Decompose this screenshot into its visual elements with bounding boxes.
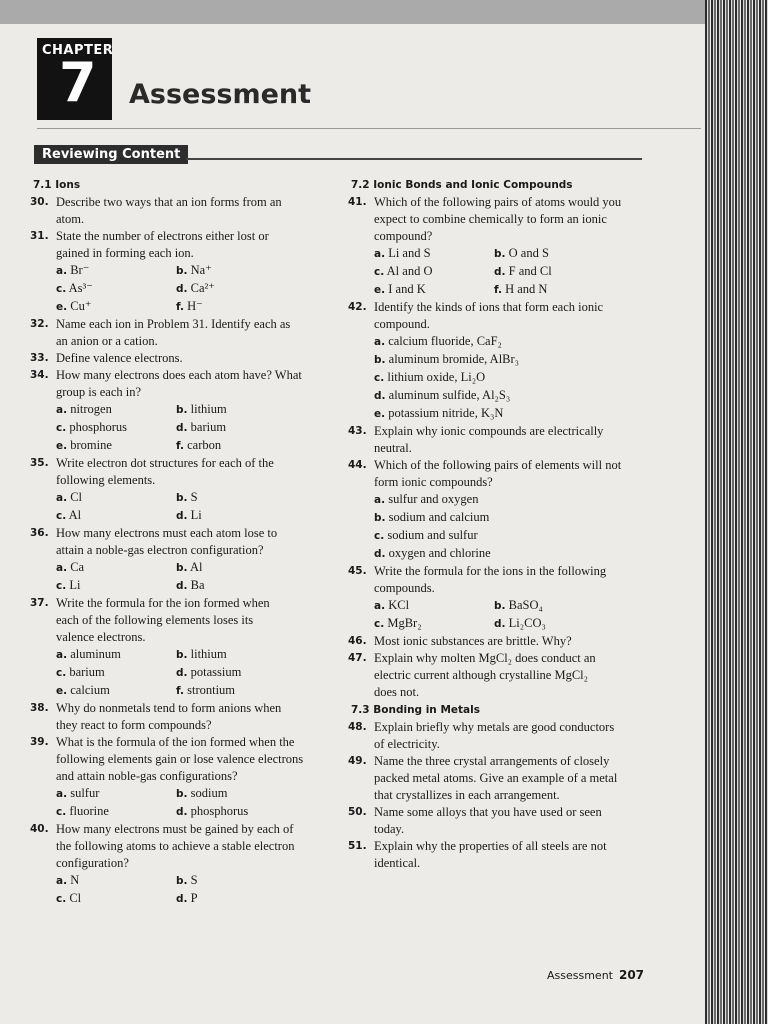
answer-option [374, 527, 648, 545]
option-letter: f. [176, 685, 184, 697]
answer-option [56, 682, 176, 700]
option-text: aluminum sulfide, Al₂S₃ [385, 388, 511, 402]
option-text: Li₂CO₃ [505, 616, 546, 630]
chapter-badge [37, 38, 112, 120]
answer-option [56, 664, 176, 682]
question-text-line: Explain why the properties of all steels are not [374, 839, 607, 853]
option-letter: a. [374, 494, 386, 506]
answer-options [348, 245, 648, 299]
option-letter: b. [494, 600, 506, 612]
question-number: 30. [30, 196, 49, 208]
answer-option [176, 489, 316, 507]
answer-option [176, 280, 316, 298]
question-number: 33. [30, 352, 49, 364]
option-text: lithium [187, 402, 227, 416]
question-item [348, 650, 648, 701]
question-item [348, 194, 648, 245]
option-text: phosphorus [66, 420, 127, 434]
answer-options [30, 785, 330, 821]
option-text: potassium [187, 665, 242, 679]
option-text: Ca [67, 560, 85, 574]
question-number: 38. [30, 702, 49, 714]
question-text-line: What is the formula of the ion formed when the [56, 735, 295, 749]
question-number: 43. [348, 425, 367, 437]
option-letter: a. [56, 265, 68, 277]
question-item [30, 700, 330, 734]
option-letter: c. [56, 806, 67, 818]
answer-option [374, 597, 494, 615]
option-letter: c. [56, 510, 67, 522]
option-text: S [187, 873, 198, 887]
option-letter: c. [374, 372, 385, 384]
option-text: H and N [501, 282, 548, 296]
answer-option [56, 437, 176, 455]
footer-label: Assessment [547, 969, 613, 982]
answer-option [374, 509, 648, 527]
option-letter: b. [374, 354, 386, 366]
option-letter: d. [176, 422, 188, 434]
question-text-line: Identify the kinds of ions that form each ionic [374, 300, 604, 314]
answer-option [494, 263, 634, 281]
answer-option [176, 262, 316, 280]
question-item [348, 633, 648, 650]
option-letter: d. [374, 390, 386, 402]
option-letter: d. [176, 893, 188, 905]
option-text: Li [66, 578, 81, 592]
question-text-line: does not. [374, 685, 420, 699]
section-heading: 7.1 Ions [33, 179, 81, 191]
option-text: Ca²⁺ [187, 281, 215, 295]
question-text-line: Most ionic substances are brittle. Why? [374, 634, 572, 648]
option-text: carbon [183, 438, 222, 452]
question-item [30, 194, 330, 228]
answer-option [374, 281, 494, 299]
question-item [348, 804, 648, 838]
answer-option [374, 351, 648, 369]
question-text-line: group is each in? [56, 385, 142, 399]
answer-option [494, 597, 634, 615]
answer-option [176, 803, 316, 821]
question-item [30, 525, 330, 559]
question-item [30, 821, 330, 872]
option-text: phosphorus [187, 804, 249, 818]
option-letter: a. [56, 649, 68, 661]
option-text: Cl [66, 891, 82, 905]
question-text-line: How many electrons must each atom lose to [56, 526, 278, 540]
answer-option [176, 559, 316, 577]
answer-option [374, 333, 648, 351]
question-number: 32. [30, 318, 49, 330]
answer-option [56, 577, 176, 595]
answer-option [56, 489, 176, 507]
answer-option [56, 890, 176, 908]
option-letter: e. [374, 408, 386, 420]
answer-option [176, 577, 316, 595]
question-item [348, 563, 648, 597]
option-text: nitrogen [67, 402, 112, 416]
question-number: 37. [30, 597, 49, 609]
question-text-line: an anion or a cation. [56, 334, 158, 348]
option-letter: b. [176, 875, 188, 887]
option-text: lithium oxide, Li₂O [384, 370, 486, 384]
option-text: Cu⁺ [67, 299, 92, 313]
option-letter: b. [374, 512, 386, 524]
option-letter: b. [176, 265, 188, 277]
option-text: N [67, 873, 80, 887]
option-letter: d. [176, 510, 188, 522]
option-text: BaSO₄ [505, 598, 543, 612]
question-text-line: compounds. [374, 581, 435, 595]
option-letter: a. [374, 336, 386, 348]
question-item [30, 734, 330, 785]
answer-option [176, 682, 316, 700]
option-letter: d. [494, 618, 506, 630]
option-letter: f. [494, 284, 502, 296]
answer-option [56, 298, 176, 316]
question-text-line: Describe two ways that an ion forms from an [56, 195, 282, 209]
option-letter: e. [56, 440, 68, 452]
option-text: Cl [67, 490, 83, 504]
question-item [348, 299, 648, 333]
option-text: Al [66, 508, 82, 522]
answer-option [374, 245, 494, 263]
question-text-line: and attain noble-gas configurations? [56, 769, 238, 783]
question-text-line: gained in forming each ion. [56, 246, 194, 260]
answer-options [30, 646, 330, 700]
answer-option [56, 559, 176, 577]
question-text-line: compound? [374, 229, 433, 243]
section-divider [186, 158, 642, 160]
answer-option [176, 664, 316, 682]
answer-option [176, 872, 316, 890]
option-text: fluorine [66, 804, 109, 818]
option-text: calcium fluoride, CaF₂ [385, 334, 502, 348]
book-page-edges [705, 0, 768, 1024]
answer-option [56, 507, 176, 525]
option-letter: c. [56, 667, 67, 679]
option-letter: a. [56, 404, 68, 416]
section-heading: 7.3 Bonding in Metals [351, 704, 480, 716]
page-footer [547, 968, 644, 982]
option-text: F and Cl [505, 264, 552, 278]
option-letter: b. [176, 492, 188, 504]
answer-options [30, 262, 330, 316]
question-text-line: How many electrons must be gained by each of [56, 822, 294, 836]
question-number: 48. [348, 721, 367, 733]
question-text-line: identical. [374, 856, 421, 870]
question-text-line: Write electron dot structures for each of the [56, 456, 274, 470]
question-text-line: Which of the following pairs of atoms would you [374, 195, 622, 209]
question-text-line: atom. [56, 212, 85, 226]
question-text-line: Name the three crystal arrangements of closely [374, 754, 610, 768]
answer-options [30, 559, 330, 595]
answer-list [348, 333, 648, 423]
option-text: sodium and sulfur [384, 528, 478, 542]
option-text: strontium [183, 683, 236, 697]
page-number: 207 [618, 968, 645, 982]
option-letter: a. [374, 248, 386, 260]
answer-option [176, 507, 316, 525]
option-text: O and S [505, 246, 549, 260]
answer-option [56, 419, 176, 437]
question-item [30, 595, 330, 646]
option-letter: d. [176, 806, 188, 818]
question-text-line: the following atoms to achieve a stable electron [56, 839, 295, 853]
option-letter: b. [176, 788, 188, 800]
option-text: Ba [187, 578, 205, 592]
answer-option [176, 401, 316, 419]
answer-option [56, 262, 176, 280]
option-text: potassium nitride, K₃N [385, 406, 504, 420]
question-number: 42. [348, 301, 367, 313]
question-text-line: expect to combine chemically to form an ionic [374, 212, 607, 226]
answer-option [374, 545, 648, 563]
option-text: sodium and calcium [385, 510, 490, 524]
question-text-line: following elements. [56, 473, 156, 487]
option-letter: a. [56, 788, 68, 800]
question-text-line: Name some alloys that you have used or seen [374, 805, 602, 819]
answer-option [56, 803, 176, 821]
option-text: H⁻ [183, 299, 203, 313]
option-text: sulfur and oxygen [385, 492, 479, 506]
section-label: Reviewing Content [34, 145, 188, 164]
question-text-line: Write the formula for the ions in the following [374, 564, 607, 578]
option-letter: f. [176, 301, 184, 313]
answer-option [56, 785, 176, 803]
question-number: 51. [348, 840, 367, 852]
question-number: 39. [30, 736, 49, 748]
option-text: aluminum [67, 647, 121, 661]
answer-option [494, 245, 634, 263]
right-column [348, 176, 648, 872]
chapter-number: 7 [59, 51, 97, 114]
answer-option [374, 263, 494, 281]
question-item [30, 228, 330, 262]
answer-option [374, 369, 648, 387]
question-text-line: Write the formula for the ion formed when [56, 596, 270, 610]
section-heading: 7.2 Ionic Bonds and Ionic Compounds [351, 179, 573, 191]
question-text-line: configuration? [56, 856, 129, 870]
question-text-line: Define valence electrons. [56, 351, 183, 365]
question-text-line: How many electrons does each atom have? What [56, 368, 302, 382]
option-text: Na⁺ [187, 263, 212, 277]
question-text-line: of electricity. [374, 737, 440, 751]
option-letter: d. [494, 266, 506, 278]
option-letter: c. [56, 893, 67, 905]
option-letter: d. [374, 548, 386, 560]
page-title: Assessment [129, 79, 312, 110]
option-text: sulfur [67, 786, 100, 800]
answer-option [176, 298, 316, 316]
answer-option [176, 419, 316, 437]
answer-options [30, 489, 330, 525]
answer-list [348, 491, 648, 563]
question-item [348, 838, 648, 872]
option-text: Li and S [385, 246, 431, 260]
option-text: P [187, 891, 198, 905]
question-item [30, 350, 330, 367]
question-text-line: State the number of electrons either lost or [56, 229, 269, 243]
question-text-line: form ionic compounds? [374, 475, 493, 489]
option-letter: e. [56, 301, 68, 313]
header-divider [37, 128, 701, 129]
answer-option [494, 281, 634, 299]
option-letter: c. [374, 618, 385, 630]
question-number: 44. [348, 459, 367, 471]
option-letter: a. [56, 562, 68, 574]
answer-options [348, 597, 648, 633]
option-text: lithium [187, 647, 227, 661]
answer-option [176, 437, 316, 455]
question-number: 47. [348, 652, 367, 664]
option-text: KCl [385, 598, 410, 612]
answer-option [374, 491, 648, 509]
answer-option [176, 785, 316, 803]
question-item [30, 455, 330, 489]
option-text: Br⁻ [67, 263, 90, 277]
option-letter: c. [374, 266, 385, 278]
option-letter: d. [176, 667, 188, 679]
answer-options [30, 872, 330, 908]
question-item [348, 423, 648, 457]
option-letter: b. [176, 649, 188, 661]
question-item [30, 367, 330, 401]
answer-option [176, 646, 316, 664]
question-text-line: following elements gain or lose valence electrons [56, 752, 304, 766]
option-text: Li [187, 508, 202, 522]
option-letter: b. [176, 562, 188, 574]
option-text: S [187, 490, 198, 504]
question-number: 49. [348, 755, 367, 767]
question-text-line: Explain briefly why metals are good conductors [374, 720, 615, 734]
question-text-line: electric current although crystalline MgCl₂ [374, 668, 589, 682]
question-number: 40. [30, 823, 49, 835]
page-top-band [0, 0, 705, 24]
question-number: 50. [348, 806, 367, 818]
question-text-line: today. [374, 822, 405, 836]
question-number: 36. [30, 527, 49, 539]
question-number: 31. [30, 230, 49, 242]
question-text-line: compound. [374, 317, 430, 331]
option-letter: c. [374, 530, 385, 542]
answer-option [494, 615, 634, 633]
option-text: bromine [67, 438, 112, 452]
answer-option [374, 405, 648, 423]
question-item [348, 753, 648, 804]
option-text: I and K [385, 282, 426, 296]
answer-options [30, 401, 330, 455]
option-text: As³⁻ [66, 281, 93, 295]
option-letter: f. [176, 440, 184, 452]
question-number: 34. [30, 369, 49, 381]
question-text-line: each of the following elements loses its [56, 613, 254, 627]
option-text: MgBr₂ [384, 616, 422, 630]
option-letter: a. [56, 875, 68, 887]
question-text-line: Explain why ionic compounds are electrically [374, 424, 604, 438]
answer-option [176, 890, 316, 908]
question-text-line: Name each ion in Problem 31. Identify each as [56, 317, 291, 331]
question-number: 45. [348, 565, 367, 577]
answer-option [56, 872, 176, 890]
option-letter: b. [176, 404, 188, 416]
question-text-line: valence electrons. [56, 630, 146, 644]
option-letter: b. [494, 248, 506, 260]
option-letter: a. [374, 600, 386, 612]
option-letter: a. [56, 492, 68, 504]
option-text: calcium [67, 683, 110, 697]
option-text: barium [66, 665, 105, 679]
question-number: 46. [348, 635, 367, 647]
left-column [30, 176, 330, 908]
question-text-line: they react to form compounds? [56, 718, 212, 732]
option-letter: e. [56, 685, 68, 697]
question-text-line: attain a noble-gas electron configuration? [56, 543, 264, 557]
question-item [30, 316, 330, 350]
option-text: Al and O [384, 264, 433, 278]
option-text: aluminum bromide, AlBr₃ [385, 352, 520, 366]
answer-option [374, 615, 494, 633]
question-number: 41. [348, 196, 367, 208]
answer-option [56, 401, 176, 419]
question-text-line: that crystallizes in each arrangement. [374, 788, 560, 802]
option-letter: d. [176, 580, 188, 592]
answer-option [56, 646, 176, 664]
question-text-line: packed metal atoms. Give an example of a metal [374, 771, 618, 785]
question-text-line: Why do nonmetals tend to form anions when [56, 701, 282, 715]
option-letter: c. [56, 283, 67, 295]
answer-option [374, 387, 648, 405]
chapter-label: CHAPTER [42, 43, 114, 58]
option-text: Al [187, 560, 203, 574]
question-item [348, 457, 648, 491]
question-number: 35. [30, 457, 49, 469]
question-text-line: Explain why molten MgCl₂ does conduct an [374, 651, 596, 665]
question-item [348, 719, 648, 753]
question-text-line: Which of the following pairs of elements will not [374, 458, 622, 472]
option-letter: c. [56, 422, 67, 434]
option-text: oxygen and chlorine [385, 546, 491, 560]
option-text: barium [187, 420, 227, 434]
answer-option [56, 280, 176, 298]
option-letter: d. [176, 283, 188, 295]
option-text: sodium [187, 786, 228, 800]
question-text-line: neutral. [374, 441, 412, 455]
option-letter: e. [374, 284, 386, 296]
option-letter: c. [56, 580, 67, 592]
